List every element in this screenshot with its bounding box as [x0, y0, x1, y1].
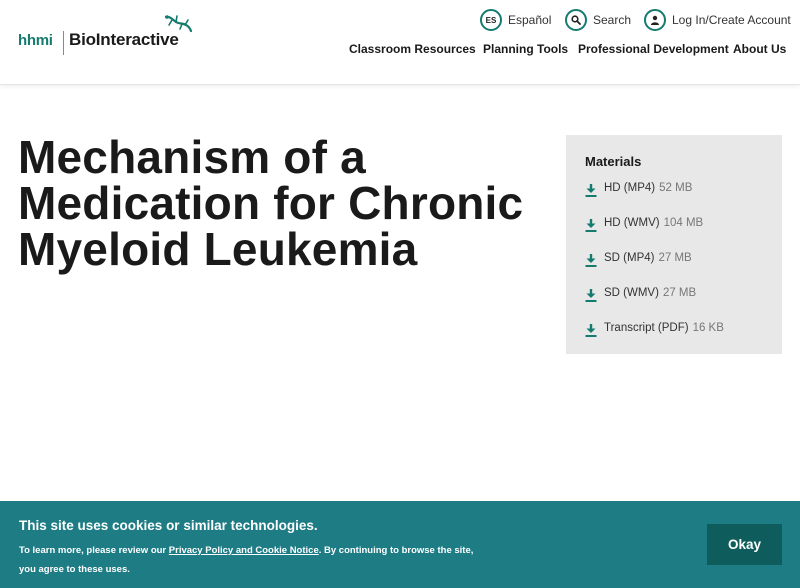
lizard-logo-icon — [164, 14, 192, 34]
search-label: Search — [593, 13, 632, 27]
logo-divider — [63, 31, 64, 55]
material-size: 52 MB — [659, 182, 693, 194]
download-icon — [585, 218, 597, 232]
cookie-text — [19, 541, 489, 579]
download-icon — [585, 288, 597, 302]
nav-professional-development[interactable]: Professional Development — [578, 42, 729, 56]
material-size: 16 KB — [692, 322, 724, 334]
page-title-line-3: Myeloid Leukemia — [18, 223, 418, 275]
material-download-hd-wmv[interactable] — [585, 214, 703, 232]
material-download-hd-mp4[interactable] — [585, 179, 692, 197]
material-size: 27 MB — [662, 287, 697, 299]
material-label: Transcript (PDF) — [604, 322, 689, 334]
cookie-title: This site uses cookies or similar technologies. — [19, 518, 318, 533]
page-title — [18, 131, 538, 275]
material-download-sd-wmv[interactable] — [585, 284, 696, 302]
material-size: 104 MB — [663, 217, 704, 229]
nav-classroom-resources[interactable]: Classroom Resources — [349, 42, 476, 56]
cookie-okay-button[interactable]: Okay — [707, 524, 782, 565]
site-logo[interactable] — [18, 18, 198, 60]
language-label: Español — [508, 13, 552, 27]
materials-panel — [566, 135, 782, 354]
cookie-text-after: . By continuing to browse the site, you agree to these uses. — [19, 545, 474, 575]
nav-about-us[interactable]: About Us — [733, 42, 787, 56]
material-label: HD (WMV) — [604, 217, 660, 229]
download-icon — [585, 253, 597, 267]
material-label: HD (MP4) — [604, 182, 656, 194]
cookie-banner — [0, 501, 800, 588]
page-title-line-1: Mechanism of a — [18, 131, 366, 183]
cookie-text-before: To learn more, please review our — [19, 545, 169, 556]
site-header — [0, 0, 800, 85]
page-title-line-2: Medication for Chronic — [18, 177, 524, 229]
search-icon — [571, 15, 581, 25]
biointeractive-logo-text: BioInteractive — [69, 30, 179, 49]
material-label: SD (WMV) — [604, 287, 659, 299]
download-icon — [585, 183, 597, 197]
user-icon-circle — [644, 9, 666, 31]
login-label: Log In/Create Account — [672, 13, 791, 27]
materials-title: Materials — [585, 154, 642, 169]
download-icon — [585, 323, 597, 337]
nav-planning-tools[interactable]: Planning Tools — [483, 42, 569, 56]
search-icon-circle — [565, 9, 587, 31]
search-button[interactable] — [565, 9, 631, 31]
material-download-sd-mp4[interactable] — [585, 249, 692, 267]
language-badge: ES — [480, 9, 502, 31]
privacy-policy-link[interactable]: Privacy Policy and Cookie Notice — [168, 545, 319, 556]
login-button[interactable] — [644, 9, 791, 31]
material-label: SD (MP4) — [604, 252, 655, 264]
material-download-transcript-pdf[interactable] — [585, 319, 724, 337]
user-icon — [650, 15, 660, 25]
language-switch[interactable] — [480, 9, 551, 31]
material-size: 27 MB — [658, 252, 692, 264]
hhmi-logo-text: hhmi — [18, 32, 53, 49]
